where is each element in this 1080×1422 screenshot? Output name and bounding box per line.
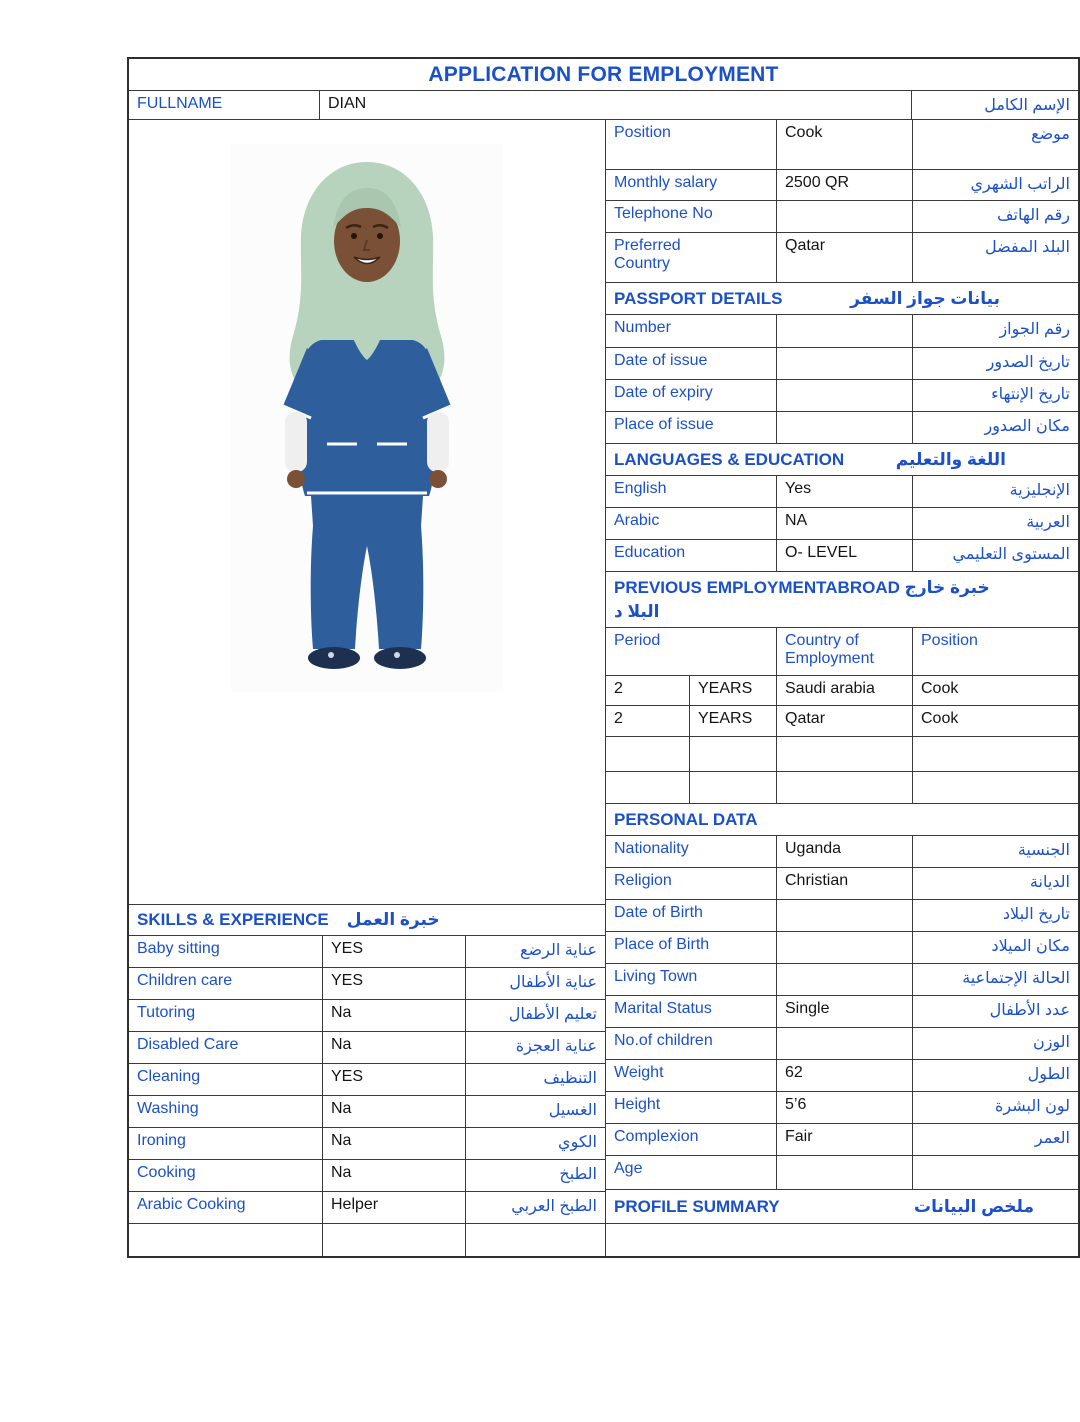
field-label-arabic: مكان الصدور xyxy=(912,412,1078,443)
passport-header-label: PASSPORT DETAILS xyxy=(614,288,783,308)
skill-row xyxy=(129,1127,605,1159)
field-value: 5’6 xyxy=(776,1092,912,1123)
skill-row xyxy=(129,1159,605,1191)
field-value xyxy=(776,1028,912,1059)
field-row xyxy=(606,1155,1078,1189)
skill-label-arabic: الطبخ العربي xyxy=(465,1192,605,1223)
field-value: Yes xyxy=(776,476,912,507)
skill-value: YES xyxy=(322,968,465,999)
field-label-arabic: رقم الهاتف xyxy=(912,201,1078,232)
field-value xyxy=(776,315,912,347)
skill-label: Washing xyxy=(137,1100,199,1117)
field-label-arabic: الراتب الشهري xyxy=(912,170,1078,200)
languages-header-label-arabic: اللغة والتعليم xyxy=(895,449,1006,469)
skill-label: Arabic Cooking xyxy=(137,1196,246,1213)
column-header-position: Position xyxy=(912,628,1078,675)
field-label: Date of Birth xyxy=(614,904,703,921)
field-row xyxy=(606,963,1078,995)
form-body xyxy=(129,119,1078,1256)
field-value: 2500 QR xyxy=(776,170,912,200)
field-label: Marital Status xyxy=(614,1000,712,1017)
skill-row xyxy=(129,1063,605,1095)
skill-label: Tutoring xyxy=(137,1004,196,1021)
field-label: Telephone No xyxy=(614,205,713,222)
field-value: Single xyxy=(776,996,912,1027)
skill-row xyxy=(129,999,605,1031)
field-row xyxy=(606,539,1078,571)
field-value xyxy=(776,900,912,931)
field-label: Weight xyxy=(614,1064,664,1081)
skill-value: Helper xyxy=(322,1192,465,1223)
field-row xyxy=(606,835,1078,867)
skill-label: Cooking xyxy=(137,1164,196,1181)
personal-data-section-header xyxy=(606,803,1078,835)
skill-value: Na xyxy=(322,1096,465,1127)
employment-position: Cook xyxy=(912,676,1078,705)
employment-years-unit: YEARS xyxy=(689,676,776,705)
field-value xyxy=(776,380,912,411)
skill-label-arabic: التنظيف xyxy=(465,1064,605,1095)
languages-section-header xyxy=(606,443,1078,475)
field-label-arabic: رقم الجواز xyxy=(912,315,1078,347)
skill-row xyxy=(129,1031,605,1063)
employment-application-form xyxy=(127,57,1080,1258)
field-label: Complexion xyxy=(614,1128,699,1145)
field-row xyxy=(606,1091,1078,1123)
field-label-arabic: البلد المفضل xyxy=(912,233,1078,282)
employment-years-number: 2 xyxy=(614,710,623,727)
field-row xyxy=(606,899,1078,931)
skill-value: Na xyxy=(322,1160,465,1191)
field-label-arabic: الجنسية xyxy=(912,836,1078,867)
employment-country: Qatar xyxy=(776,706,912,736)
field-row xyxy=(606,1059,1078,1091)
form-title-row xyxy=(129,59,1078,90)
skill-value: YES xyxy=(322,936,465,967)
field-label: No.of children xyxy=(614,1032,713,1049)
fullname-label-arabic: الإسم الكامل xyxy=(911,91,1078,119)
column-header-country: Country of Employment xyxy=(776,628,912,675)
skill-label-arabic: تعليم الأطفال xyxy=(465,1000,605,1031)
field-label: Date of issue xyxy=(614,352,708,369)
field-value xyxy=(776,201,912,232)
field-label-arabic: الديانة xyxy=(912,868,1078,899)
fullname-value: DIAN xyxy=(319,91,911,119)
field-label: Number xyxy=(614,319,671,336)
previous-employment-section-header xyxy=(606,571,1078,627)
field-value: NA xyxy=(776,508,912,539)
field-label: Preferred Country xyxy=(614,237,681,272)
field-value xyxy=(776,1156,912,1189)
field-label-arabic: العربية xyxy=(912,508,1078,539)
page-title: APPLICATION FOR EMPLOYMENT xyxy=(428,62,779,86)
field-value: Cook xyxy=(776,120,912,169)
field-label-arabic: الوزن xyxy=(912,1028,1078,1059)
field-row xyxy=(606,232,1078,282)
profile-summary-header-label: PROFILE SUMMARY xyxy=(614,1196,780,1216)
employment-row xyxy=(606,705,1078,736)
field-row xyxy=(606,314,1078,347)
employment-position: Cook xyxy=(912,706,1078,736)
field-value: Qatar xyxy=(776,233,912,282)
field-label: Arabic xyxy=(614,512,660,529)
empty-row xyxy=(606,1223,1078,1256)
profile-summary-section-header xyxy=(606,1189,1078,1223)
field-row xyxy=(606,120,1078,169)
employment-table-header xyxy=(606,627,1078,675)
skills-section-header xyxy=(129,904,605,935)
field-label: English xyxy=(614,480,667,497)
field-label-arabic: عدد الأطفال xyxy=(912,996,1078,1027)
field-label: Living Town xyxy=(614,968,698,985)
applicant-photo xyxy=(231,144,503,692)
skills-header-label: SKILLS & EXPERIENCE xyxy=(137,910,329,929)
field-value xyxy=(776,348,912,379)
field-label-arabic: الحالة الإجتماعية xyxy=(912,964,1078,995)
field-value: Christian xyxy=(776,868,912,899)
skill-value: YES xyxy=(322,1064,465,1095)
skill-label-arabic: عناية الأطفال xyxy=(465,968,605,999)
employment-row xyxy=(606,675,1078,705)
passport-header-label-arabic: بيانات جواز السفر xyxy=(850,288,1000,308)
field-label: Place of Birth xyxy=(614,936,710,953)
skill-label-arabic: الطبخ xyxy=(465,1160,605,1191)
skill-row xyxy=(129,935,605,967)
field-row xyxy=(606,1123,1078,1155)
field-label: Monthly salary xyxy=(614,174,718,191)
field-label: Nationality xyxy=(614,840,689,857)
empty-row xyxy=(129,1223,605,1256)
field-label-arabic: موضع xyxy=(912,120,1078,169)
field-label: Position xyxy=(614,124,671,141)
employment-row-empty xyxy=(606,771,1078,803)
employment-years-number: 2 xyxy=(614,680,623,697)
field-value: Fair xyxy=(776,1124,912,1155)
field-label: Place of issue xyxy=(614,416,714,433)
skill-row xyxy=(129,967,605,999)
field-value: Uganda xyxy=(776,836,912,867)
employment-row-empty xyxy=(606,736,1078,771)
field-value: 62 xyxy=(776,1060,912,1091)
field-label-arabic: تاريخ الإنتهاء xyxy=(912,380,1078,411)
skill-label: Children care xyxy=(137,972,233,989)
previous-employment-header-label-arabic: خبرة خارج البلا د xyxy=(614,578,990,621)
field-row xyxy=(606,995,1078,1027)
skill-label-arabic: الغسيل xyxy=(465,1096,605,1127)
field-label-arabic: مكان الميلاد xyxy=(912,932,1078,963)
skill-row xyxy=(129,1095,605,1127)
employment-country: Saudi arabia xyxy=(776,676,912,705)
field-label: Age xyxy=(614,1160,643,1177)
left-column xyxy=(129,120,605,1256)
field-row xyxy=(606,931,1078,963)
field-row xyxy=(606,1027,1078,1059)
skill-label: Cleaning xyxy=(137,1068,201,1085)
field-label-arabic: الإنجليزية xyxy=(912,476,1078,507)
column-header-period: Period xyxy=(614,632,661,649)
field-value xyxy=(776,932,912,963)
field-label-arabic: الطول xyxy=(912,1060,1078,1091)
skill-label: Ironing xyxy=(137,1132,186,1149)
languages-header-label: LANGUAGES & EDUCATION xyxy=(614,449,845,469)
field-label-arabic: تاريخ الصدور xyxy=(912,348,1078,379)
skill-label-arabic: الكوي xyxy=(465,1128,605,1159)
field-label-arabic: المستوى التعليمي xyxy=(912,540,1078,571)
field-row xyxy=(606,867,1078,899)
field-row xyxy=(606,507,1078,539)
passport-section-header xyxy=(606,282,1078,314)
field-row xyxy=(606,379,1078,411)
fullname-label: FULLNAME xyxy=(137,95,223,112)
profile-summary-header-label-arabic: ملخص البيانات xyxy=(914,1196,1034,1216)
field-row xyxy=(606,411,1078,443)
field-label: Religion xyxy=(614,872,672,889)
skill-label: Disabled Care xyxy=(137,1036,239,1053)
field-label: Education xyxy=(614,544,686,561)
skills-header-label-arabic: خبرة العمل xyxy=(346,910,440,929)
employment-years-unit: YEARS xyxy=(689,706,776,736)
skill-label: Baby sitting xyxy=(137,940,220,957)
field-label-arabic: العمر xyxy=(912,1124,1078,1155)
field-row xyxy=(606,169,1078,200)
photo-cell xyxy=(129,120,605,904)
fullname-row xyxy=(129,90,1078,119)
skill-label-arabic: عناية العجزة xyxy=(465,1032,605,1063)
right-column xyxy=(605,120,1078,1256)
field-label-arabic: تاريخ البلاد xyxy=(912,900,1078,931)
previous-employment-header-label: PREVIOUS EMPLOYMENTABROAD xyxy=(614,578,900,597)
skill-value: Na xyxy=(322,1032,465,1063)
skill-row xyxy=(129,1191,605,1223)
field-row xyxy=(606,347,1078,379)
field-value xyxy=(776,412,912,443)
field-label-arabic: لون البشرة xyxy=(912,1092,1078,1123)
skill-label-arabic: عناية الرضع xyxy=(465,936,605,967)
skill-value: Na xyxy=(322,1128,465,1159)
field-row xyxy=(606,475,1078,507)
field-value xyxy=(776,964,912,995)
personal-data-header-label: PERSONAL DATA xyxy=(614,809,758,829)
field-row xyxy=(606,200,1078,232)
field-label: Height xyxy=(614,1096,661,1113)
field-value: O- LEVEL xyxy=(776,540,912,571)
field-label: Date of expiry xyxy=(614,384,713,401)
field-label-arabic xyxy=(912,1156,1078,1189)
skill-value: Na xyxy=(322,1000,465,1031)
